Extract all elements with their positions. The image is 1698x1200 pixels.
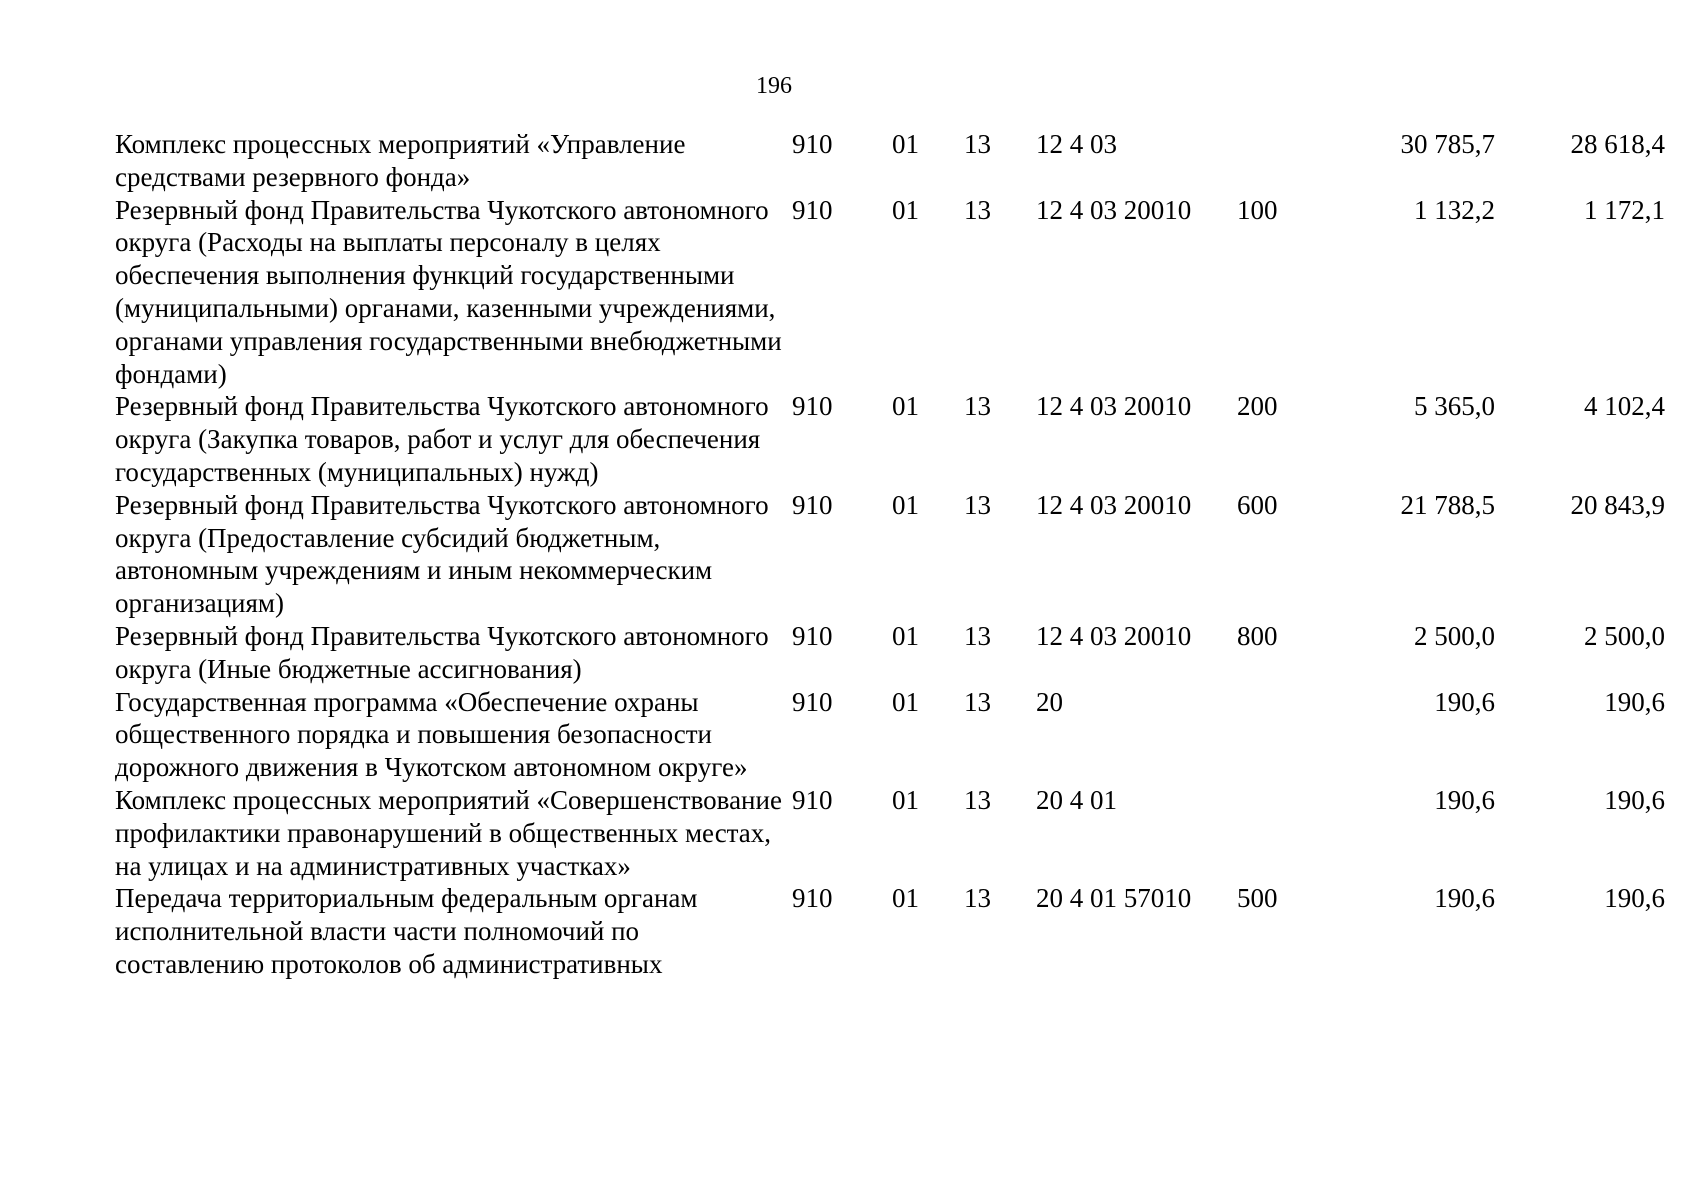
table-row (115, 882, 1665, 980)
row-name: Резервный фонд Правительства Чукотского автономного округа (Закупка товаров, работ и услуг для обеспечения государственных (муниципальных) нужд) (115, 391, 769, 487)
table-row (115, 686, 1665, 784)
row-subsection: 13 (964, 620, 991, 651)
row-target-item: 12 4 03 (1036, 129, 1117, 159)
row-name: Резервный фонд Правительства Чукотского автономного округа (Расходы на выплаты персоналу в целях обеспечения выполнения функций государственными (муниципальными) органами, казенными учреждениями, органами управления государственными внебюджетными фондами) (115, 194, 782, 389)
row-target-item: 20 4 01 (1036, 784, 1117, 815)
row-grbs: 910 (792, 784, 833, 815)
row-grbs: 910 (792, 620, 833, 651)
page-number (0, 70, 1698, 102)
table-row (115, 620, 1665, 686)
row-expense-type (1237, 686, 1317, 784)
row-sum-2: 28 618,4 (1570, 129, 1665, 159)
page-number-text: 196 (756, 73, 792, 99)
row-name: Резервный фонд Правительства Чукотского автономного округа (Иные бюджетные ассигнования) (115, 620, 769, 684)
table-row (115, 194, 1665, 391)
budget-table (115, 128, 1665, 981)
row-name: Передача территориальным федеральным органам исполнительной власти части полномочий по составлению протоколов об административных (115, 883, 698, 979)
row-target-item: 20 4 01 57010 (1036, 883, 1192, 914)
row-target-item: 12 4 03 20010 (1036, 620, 1192, 651)
row-sum-1: 5 365,0 (1414, 391, 1495, 422)
table-row (115, 390, 1665, 488)
row-sum-2: 1 172,1 (1584, 194, 1665, 225)
row-section: 01 (892, 784, 919, 815)
row-section: 01 (892, 129, 919, 159)
row-expense-type: 800 (1237, 620, 1278, 651)
row-sum-1: 30 785,7 (1400, 129, 1495, 159)
row-expense-type: 600 (1237, 489, 1278, 520)
row-grbs: 910 (792, 129, 833, 159)
row-name: Комплекс процессных мероприятий «Совершенствование профилактики правонарушений в общественных местах, на улицах и на административных участках» (115, 784, 782, 881)
row-sum-1: 190,6 (1434, 686, 1495, 717)
row-section: 01 (892, 686, 919, 717)
row-subsection: 13 (964, 784, 991, 815)
row-subsection: 13 (964, 194, 991, 225)
row-subsection: 13 (964, 489, 991, 520)
row-grbs: 910 (792, 391, 833, 422)
row-expense-type (1237, 784, 1317, 882)
row-subsection: 13 (964, 883, 991, 914)
row-expense-type: 100 (1237, 194, 1278, 225)
row-sum-2: 190,6 (1604, 883, 1665, 914)
row-target-item: 12 4 03 20010 (1036, 194, 1192, 225)
row-section: 01 (892, 391, 919, 422)
row-sum-2: 190,6 (1604, 686, 1665, 717)
row-expense-type: 500 (1237, 883, 1278, 914)
row-sum-2: 190,6 (1604, 784, 1665, 815)
row-target-item: 20 (1036, 686, 1063, 717)
table-body (115, 128, 1665, 981)
row-section: 01 (892, 883, 919, 914)
row-grbs: 910 (792, 194, 833, 225)
row-subsection: 13 (964, 391, 991, 422)
row-grbs: 910 (792, 686, 833, 717)
row-sum-2: 2 500,0 (1584, 620, 1665, 651)
row-sum-2: 4 102,4 (1584, 391, 1665, 422)
row-sum-1: 1 132,2 (1414, 194, 1495, 225)
table-row (115, 128, 1665, 194)
row-grbs: 910 (792, 883, 833, 914)
row-sum-1: 190,6 (1434, 784, 1495, 815)
row-sum-1: 21 788,5 (1400, 489, 1495, 520)
row-name: Комплекс процессных мероприятий «Управление средствами резервного фонда» (115, 129, 686, 192)
row-expense-type: 200 (1237, 391, 1278, 422)
row-section: 01 (892, 489, 919, 520)
row-target-item: 12 4 03 20010 (1036, 391, 1192, 422)
row-name: Государственная программа «Обеспечение охраны общественного порядка и повышения безопасности дорожного движения в Чукотском автономном округе» (115, 686, 748, 783)
table-row (115, 489, 1665, 620)
row-subsection: 13 (964, 686, 991, 717)
row-target-item: 12 4 03 20010 (1036, 489, 1192, 520)
table-row (115, 784, 1665, 882)
row-sum-1: 2 500,0 (1414, 620, 1495, 651)
row-subsection: 13 (964, 129, 991, 159)
row-sum-1: 190,6 (1434, 883, 1495, 914)
row-name: Резервный фонд Правительства Чукотского автономного округа (Предоставление субсидий бюджетным, автономным учреждениям и иным некоммерческим организациям) (115, 489, 769, 619)
row-grbs: 910 (792, 489, 833, 520)
row-expense-type (1237, 128, 1317, 194)
row-section: 01 (892, 620, 919, 651)
row-section: 01 (892, 194, 919, 225)
row-sum-2: 20 843,9 (1570, 489, 1665, 520)
